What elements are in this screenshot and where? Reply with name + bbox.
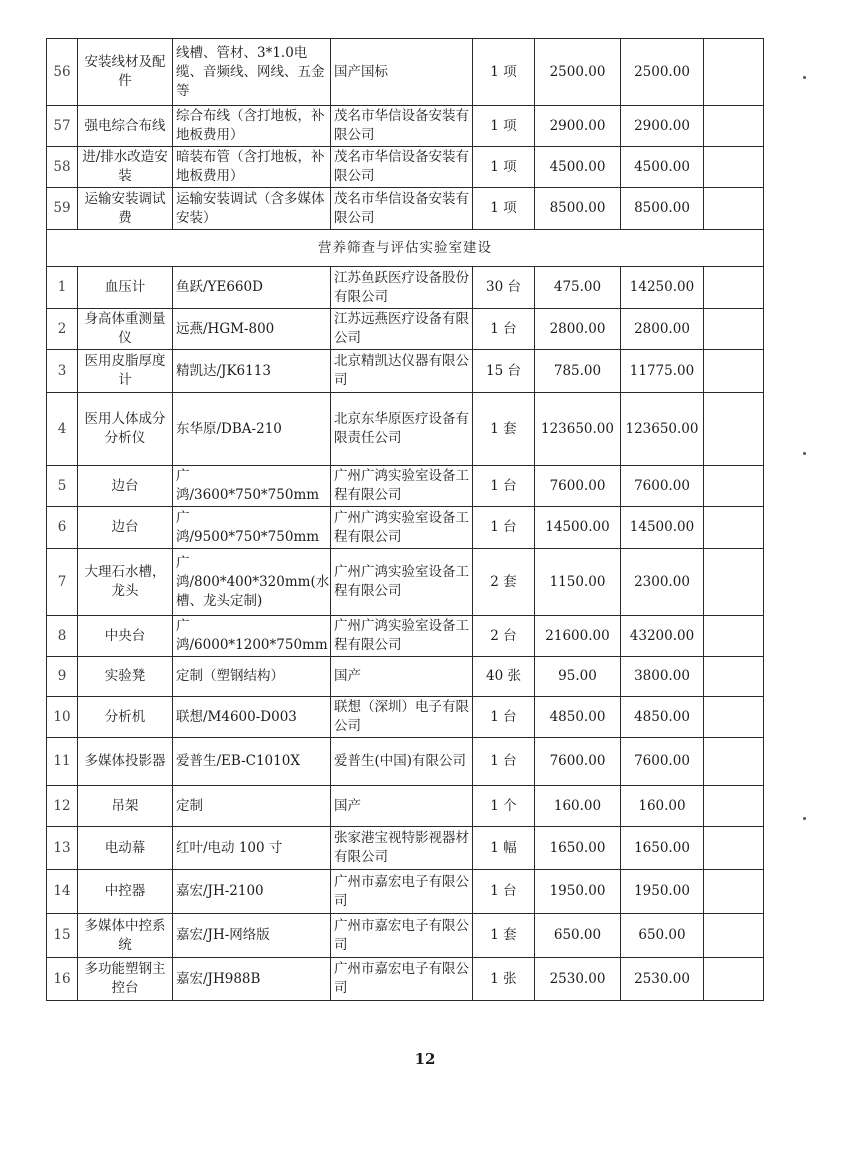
unit-price: 650.00	[535, 914, 621, 958]
remarks-cell	[704, 549, 764, 616]
manufacturer: 茂名市华信设备安装有限公司	[331, 106, 473, 147]
quantity: 1 台	[473, 738, 535, 786]
brand-model: 广鸿/800*400*320mm(水槽、龙头定制)	[173, 549, 331, 616]
total-price: 3800.00	[621, 657, 704, 697]
manufacturer: 国产国标	[331, 39, 473, 106]
section-header-body	[47, 230, 764, 267]
total-price: 7600.00	[621, 738, 704, 786]
item-name: 多功能塑钢主控台	[78, 958, 173, 1001]
quantity: 1 幅	[473, 827, 535, 870]
row-number: 11	[47, 738, 78, 786]
remarks-cell	[704, 914, 764, 958]
manufacturer: 广州广鸿实验室设备工程有限公司	[331, 466, 473, 507]
brand-model: 东华原/DBA-210	[173, 393, 331, 466]
total-price: 123650.00	[621, 393, 704, 466]
table-body-top	[47, 39, 764, 230]
total-price: 4850.00	[621, 697, 704, 738]
item-name: 多媒体投影器	[78, 738, 173, 786]
row-number: 3	[47, 350, 78, 393]
total-price: 650.00	[621, 914, 704, 958]
row-number: 9	[47, 657, 78, 697]
total-price: 160.00	[621, 786, 704, 827]
table-row	[47, 106, 764, 147]
manufacturer: 爱普生(中国)有限公司	[331, 738, 473, 786]
remarks-cell	[704, 697, 764, 738]
quantity: 1 项	[473, 39, 535, 106]
row-number: 14	[47, 870, 78, 914]
quantity: 30 台	[473, 267, 535, 309]
row-number: 10	[47, 697, 78, 738]
table-row	[47, 188, 764, 230]
table-row	[47, 657, 764, 697]
quantity: 40 张	[473, 657, 535, 697]
brand-model: 定制	[173, 786, 331, 827]
quantity: 15 台	[473, 350, 535, 393]
quantity: 1 项	[473, 188, 535, 230]
remarks-cell	[704, 350, 764, 393]
total-price: 2900.00	[621, 106, 704, 147]
brand-model: 运输安装调试（含多媒体安装）	[173, 188, 331, 230]
unit-price: 95.00	[535, 657, 621, 697]
equipment-table	[46, 38, 764, 1001]
item-name: 进/排水改造安装	[78, 147, 173, 188]
total-price: 11775.00	[621, 350, 704, 393]
row-number: 2	[47, 309, 78, 350]
manufacturer: 江苏鱼跃医疗设备股份有限公司	[331, 267, 473, 309]
brand-model: 爱普生/EB-C1010X	[173, 738, 331, 786]
remarks-cell	[704, 309, 764, 350]
item-name: 强电综合布线	[78, 106, 173, 147]
table-row	[47, 616, 764, 657]
item-name: 血压计	[78, 267, 173, 309]
page-number: 12	[414, 1050, 436, 1068]
row-number: 7	[47, 549, 78, 616]
row-number: 6	[47, 507, 78, 549]
unit-price: 2500.00	[535, 39, 621, 106]
remarks-cell	[704, 393, 764, 466]
table-row	[47, 697, 764, 738]
item-name: 安装线材及配件	[78, 39, 173, 106]
quantity: 1 台	[473, 309, 535, 350]
item-name: 吊架	[78, 786, 173, 827]
manufacturer: 广州市嘉宏电子有限公司	[331, 870, 473, 914]
remarks-cell	[704, 188, 764, 230]
manufacturer: 广州广鸿实验室设备工程有限公司	[331, 616, 473, 657]
unit-price: 1650.00	[535, 827, 621, 870]
remarks-cell	[704, 827, 764, 870]
manufacturer: 国产	[331, 786, 473, 827]
brand-model: 线槽、管材、3*1.0电缆、音频线、网线、五金等	[173, 39, 331, 106]
unit-price: 4500.00	[535, 147, 621, 188]
manufacturer: 广州广鸿实验室设备工程有限公司	[331, 507, 473, 549]
item-name: 边台	[78, 507, 173, 549]
table-row	[47, 350, 764, 393]
unit-price: 8500.00	[535, 188, 621, 230]
brand-model: 广鸿/9500*750*750mm	[173, 507, 331, 549]
table-row	[47, 786, 764, 827]
manufacturer: 茂名市华信设备安装有限公司	[331, 147, 473, 188]
manufacturer: 广州广鸿实验室设备工程有限公司	[331, 549, 473, 616]
total-price: 2500.00	[621, 39, 704, 106]
brand-model: 综合布线（含打地板，补地板费用）	[173, 106, 331, 147]
quantity: 1 套	[473, 393, 535, 466]
total-price: 43200.00	[621, 616, 704, 657]
brand-model: 嘉宏/JH-网络版	[173, 914, 331, 958]
total-price: 4500.00	[621, 147, 704, 188]
unit-price: 14500.00	[535, 507, 621, 549]
row-number: 59	[47, 188, 78, 230]
brand-model: 鱼跃/YE660D	[173, 267, 331, 309]
unit-price: 2800.00	[535, 309, 621, 350]
table-row	[47, 309, 764, 350]
brand-model: 联想/M4600-D003	[173, 697, 331, 738]
manufacturer: 广州市嘉宏电子有限公司	[331, 958, 473, 1001]
table-body-bottom	[47, 267, 764, 1001]
remarks-cell	[704, 106, 764, 147]
scan-speck	[803, 452, 806, 455]
brand-model: 嘉宏/JH988B	[173, 958, 331, 1001]
total-price: 14500.00	[621, 507, 704, 549]
brand-model: 定制（塑钢结构）	[173, 657, 331, 697]
unit-price: 1950.00	[535, 870, 621, 914]
row-number: 15	[47, 914, 78, 958]
unit-price: 2900.00	[535, 106, 621, 147]
manufacturer: 广州市嘉宏电子有限公司	[331, 914, 473, 958]
table-row	[47, 507, 764, 549]
remarks-cell	[704, 39, 764, 106]
unit-price: 4850.00	[535, 697, 621, 738]
unit-price: 475.00	[535, 267, 621, 309]
quantity: 1 台	[473, 697, 535, 738]
remarks-cell	[704, 870, 764, 914]
manufacturer: 北京东华原医疗设备有限责任公司	[331, 393, 473, 466]
table-row	[47, 393, 764, 466]
unit-price: 123650.00	[535, 393, 621, 466]
row-number: 5	[47, 466, 78, 507]
section-header-row	[47, 230, 764, 267]
manufacturer: 张家港宝视特影视器材有限公司	[331, 827, 473, 870]
quantity: 1 项	[473, 147, 535, 188]
quantity: 1 台	[473, 507, 535, 549]
remarks-cell	[704, 738, 764, 786]
brand-model: 红叶/电动 100 寸	[173, 827, 331, 870]
remarks-cell	[704, 786, 764, 827]
total-price: 2300.00	[621, 549, 704, 616]
item-name: 中控器	[78, 870, 173, 914]
quantity: 1 套	[473, 914, 535, 958]
item-name: 中央台	[78, 616, 173, 657]
item-name: 身高体重测量仪	[78, 309, 173, 350]
brand-model: 嘉宏/JH-2100	[173, 870, 331, 914]
table-row	[47, 549, 764, 616]
manufacturer: 北京精凯达仪器有限公司	[331, 350, 473, 393]
remarks-cell	[704, 616, 764, 657]
row-number: 58	[47, 147, 78, 188]
brand-model: 暗装布管（含打地板，补地板费用）	[173, 147, 331, 188]
unit-price: 160.00	[535, 786, 621, 827]
scan-speck	[803, 76, 806, 79]
quantity: 1 个	[473, 786, 535, 827]
row-number: 57	[47, 106, 78, 147]
unit-price: 785.00	[535, 350, 621, 393]
row-number: 8	[47, 616, 78, 657]
unit-price: 1150.00	[535, 549, 621, 616]
table-row	[47, 267, 764, 309]
scan-speck	[803, 817, 806, 820]
item-name: 大理石水槽，龙头	[78, 549, 173, 616]
quantity: 1 项	[473, 106, 535, 147]
table-row	[47, 147, 764, 188]
manufacturer: 茂名市华信设备安装有限公司	[331, 188, 473, 230]
table-row	[47, 39, 764, 106]
item-name: 医用人体成分分析仪	[78, 393, 173, 466]
row-number: 1	[47, 267, 78, 309]
total-price: 2800.00	[621, 309, 704, 350]
unit-price: 2530.00	[535, 958, 621, 1001]
total-price: 14250.00	[621, 267, 704, 309]
quantity: 2 套	[473, 549, 535, 616]
brand-model: 广鸿/6000*1200*750mm	[173, 616, 331, 657]
item-name: 医用皮脂厚度计	[78, 350, 173, 393]
row-number: 12	[47, 786, 78, 827]
row-number: 13	[47, 827, 78, 870]
item-name: 运输安装调试费	[78, 188, 173, 230]
table-row	[47, 738, 764, 786]
total-price: 1950.00	[621, 870, 704, 914]
total-price: 2530.00	[621, 958, 704, 1001]
remarks-cell	[704, 657, 764, 697]
manufacturer: 国产	[331, 657, 473, 697]
remarks-cell	[704, 267, 764, 309]
section-title: 营养筛查与评估实验室建设	[47, 230, 764, 267]
item-name: 电动幕	[78, 827, 173, 870]
remarks-cell	[704, 507, 764, 549]
table-row	[47, 914, 764, 958]
quantity: 2 台	[473, 616, 535, 657]
quantity: 1 台	[473, 466, 535, 507]
brand-model: 广鸿/3600*750*750mm	[173, 466, 331, 507]
unit-price: 21600.00	[535, 616, 621, 657]
row-number: 16	[47, 958, 78, 1001]
table-row	[47, 466, 764, 507]
item-name: 边台	[78, 466, 173, 507]
total-price: 8500.00	[621, 188, 704, 230]
brand-model: 远燕/HGM-800	[173, 309, 331, 350]
row-number: 4	[47, 393, 78, 466]
remarks-cell	[704, 147, 764, 188]
manufacturer: 江苏远燕医疗设备有限公司	[331, 309, 473, 350]
manufacturer: 联想（深圳）电子有限公司	[331, 697, 473, 738]
total-price: 7600.00	[621, 466, 704, 507]
remarks-cell	[704, 958, 764, 1001]
unit-price: 7600.00	[535, 466, 621, 507]
table-row	[47, 827, 764, 870]
brand-model: 精凯达/JK6113	[173, 350, 331, 393]
table-row	[47, 870, 764, 914]
unit-price: 7600.00	[535, 738, 621, 786]
item-name: 分析机	[78, 697, 173, 738]
quantity: 1 张	[473, 958, 535, 1001]
remarks-cell	[704, 466, 764, 507]
quantity: 1 台	[473, 870, 535, 914]
row-number: 56	[47, 39, 78, 106]
table-row	[47, 958, 764, 1001]
item-name: 多媒体中控系统	[78, 914, 173, 958]
total-price: 1650.00	[621, 827, 704, 870]
item-name: 实验凳	[78, 657, 173, 697]
